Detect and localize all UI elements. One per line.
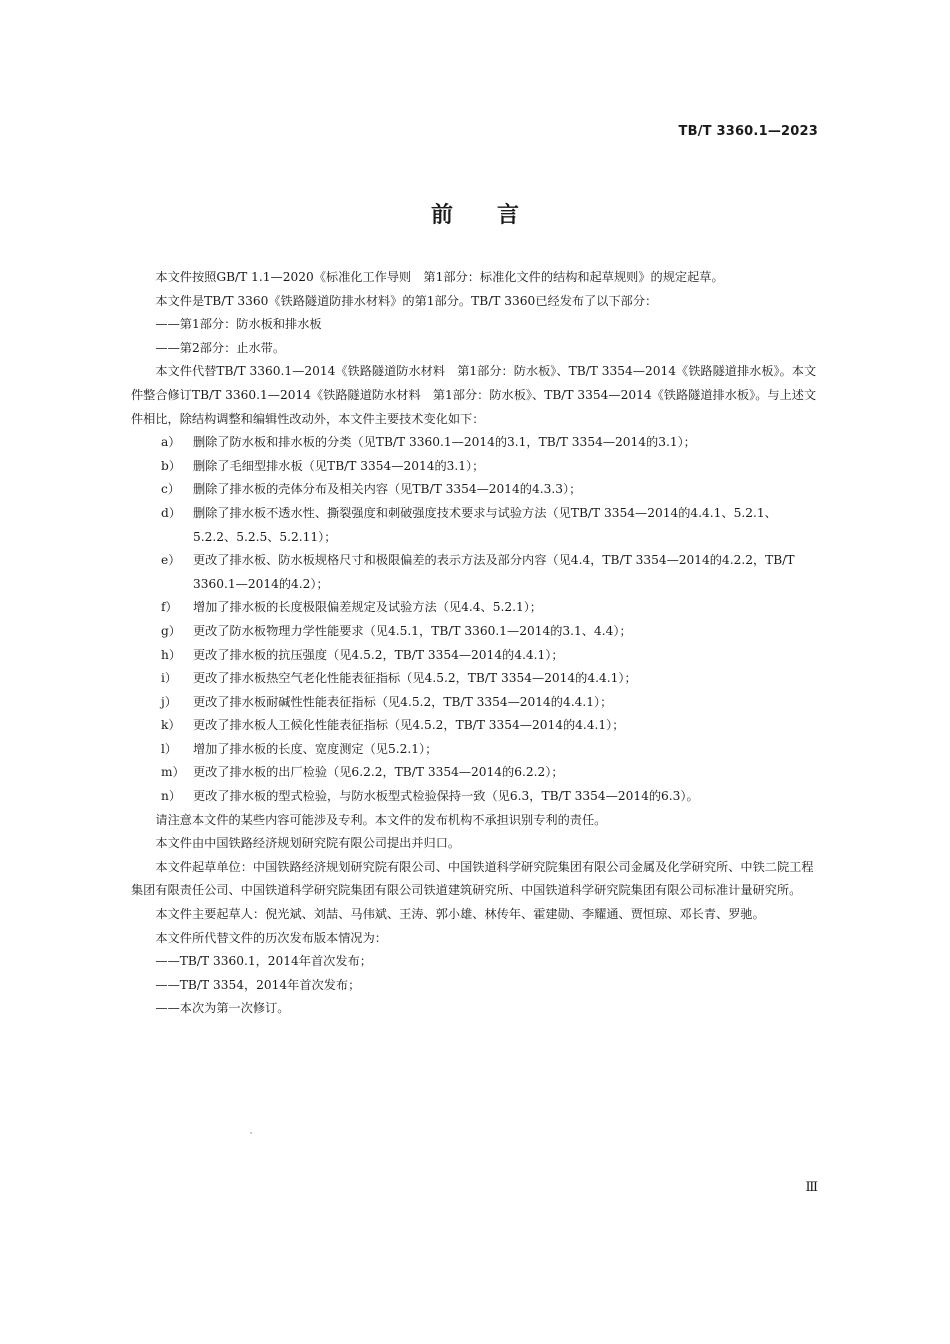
- list-item-text: 更改了排水板的出厂检验（见6.2.2，TB/T 3354—2014的6.2.2）；: [193, 765, 564, 780]
- list-item-text: 更改了排水板、防水板规格尺寸和极限偏差的表示方法及部分内容（见4.4，TB/T 3354—2014的4.2.2，TB/T 3360.1—2014的4.2）；: [193, 553, 795, 591]
- list-item-text: 增加了排水板的长度、宽度测定（见5.2.1）；: [193, 741, 438, 756]
- list-item: [131, 644, 819, 668]
- paragraph-series-info: 本文件是TB/T 3360《铁路隧道防排水材料》的第1部分。TB/T 3360已经发布了以下部分：: [155, 293, 658, 308]
- list-item: [131, 549, 819, 596]
- list-item: [131, 667, 819, 691]
- paragraph-drafters: 本文件主要起草人：倪光斌、刘喆、马伟斌、王涛、郭小雄、林传年、霍建勋、李耀通、贾恒琼、邓长青、罗驰。: [155, 907, 765, 922]
- list-item-text: 增加了排水板的长度极限偏差规定及试验方法（见4.4、5.2.1）；: [193, 600, 542, 615]
- list-item-label: f）: [161, 600, 178, 615]
- list-item-text: 删除了毛细型排水板（见TB/T 3354—2014的3.1）；: [193, 458, 485, 473]
- list-item: [131, 714, 819, 738]
- list-item: [131, 761, 819, 785]
- list-item-text: 更改了排水板热空气老化性能表征指标（见4.5.2，TB/T 3354—2014的4.4.1）；: [193, 671, 637, 686]
- paragraph-drafting-units: 本文件起草单位：中国铁路经济规划研究院有限公司、中国铁道科学研究院集团有限公司金属及化学研究所、中铁二院工程集团有限责任公司、中国铁道科学研究院集团有限公司铁道建筑研究所、中国铁道科学研究院集团有限公司标准计量研究所。: [131, 859, 814, 898]
- list-item-label: h）: [161, 647, 182, 662]
- list-item: [131, 620, 819, 644]
- list-item-label: n）: [161, 789, 182, 804]
- list-item-label: l）: [161, 741, 178, 756]
- standard-code: TB/T 3360.1—2023: [678, 124, 818, 139]
- list-item-text: 删除了排水板的壳体分布及相关内容（见TB/T 3354—2014的4.3.3）；: [193, 482, 582, 497]
- scan-speck: [250, 1132, 252, 1134]
- list-item: [131, 785, 819, 809]
- list-item-text: 更改了排水板的抗压强度（见4.5.2，TB/T 3354—2014的4.4.1）；: [193, 647, 564, 662]
- preface-body: [131, 266, 819, 1021]
- history-item: ——本次为第一次修订。: [155, 1001, 290, 1016]
- list-item: [131, 738, 819, 762]
- list-item-text: 更改了排水板人工候化性能表征指标（见4.5.2，TB/T 3354—2014的4.4.1）；: [193, 718, 625, 733]
- page-title: 前言: [430, 203, 563, 228]
- paragraph-replacement: 本文件代替TB/T 3360.1—2014《铁路隧道防水材料 第1部分：防水板》、TB/T 3354—2014《铁路隧道排水板》。本文件整合修订TB/T 3360.1—2014《铁路隧道防水材料 第1部分：防水板》、TB/T 3354—2014《铁路隧道排水板》。与上述文件相比，除结构调整和编辑性改动外，本文件主要技术变化如下：: [131, 364, 817, 426]
- list-item-text: 删除了防水板和排水板的分类（见TB/T 3360.1—2014的3.1，TB/T 3354—2014的3.1）；: [193, 435, 696, 450]
- list-item-text: 更改了排水板的型式检验，与防水板型式检验保持一致（见6.3，TB/T 3354—2014的6.3）。: [193, 789, 699, 804]
- paragraph-patent-notice: 请注意本文件的某些内容可能涉及专利。本文件的发布机构不承担识别专利的责任。: [155, 812, 607, 827]
- history-item: ——TB/T 3354，2014年首次发布；: [155, 977, 361, 992]
- list-item: [131, 431, 819, 455]
- list-item-label: g）: [161, 623, 181, 638]
- history-item: ——TB/T 3360.1，2014年首次发布；: [155, 954, 372, 969]
- list-item-label: a）: [161, 435, 181, 450]
- list-item: [131, 455, 819, 479]
- list-item: [131, 691, 819, 715]
- change-list: [131, 431, 819, 809]
- list-item: [131, 478, 819, 502]
- list-item-text: 更改了防水板物理力学性能要求（见4.5.1，TB/T 3360.1—2014的3.1、4.4）；: [193, 623, 632, 638]
- list-item-label: i）: [161, 671, 178, 686]
- list-item-label: d）: [161, 505, 181, 520]
- series-part-1: ——第1部分：防水板和排水板: [155, 317, 322, 332]
- list-item-label: b）: [161, 458, 181, 473]
- paragraph-drafting-basis: 本文件按照GB/T 1.1—2020《标准化工作导则 第1部分：标准化文件的结构和起草规则》的规定起草。: [155, 270, 724, 284]
- list-item-text: 更改了排水板耐碱性性能表征指标（见4.5.2，TB/T 3354—2014的4.4.1）；: [193, 694, 613, 709]
- paragraph-history-intro: 本文件所代替文件的历次发布版本情况为：: [155, 930, 387, 945]
- list-item-label: e）: [161, 553, 181, 568]
- series-part-2: ——第2部分：止水带。: [155, 340, 286, 355]
- list-item-label: c）: [161, 482, 181, 497]
- page-number: Ⅲ: [805, 1180, 818, 1195]
- list-item: [131, 596, 819, 620]
- list-item-label: j）: [161, 694, 177, 709]
- list-item: [131, 502, 819, 549]
- list-item-label: k）: [161, 718, 181, 733]
- list-item-text: 删除了排水板不透水性、撕裂强度和刺破强度技术要求与试验方法（见TB/T 3354—2014的4.4.1、5.2.1、5.2.2、5.2.5、5.2.11）；: [193, 505, 777, 544]
- list-item-label: m）: [161, 765, 185, 780]
- paragraph-proposer: 本文件由中国铁路经济规划研究院有限公司提出并归口。: [155, 836, 461, 851]
